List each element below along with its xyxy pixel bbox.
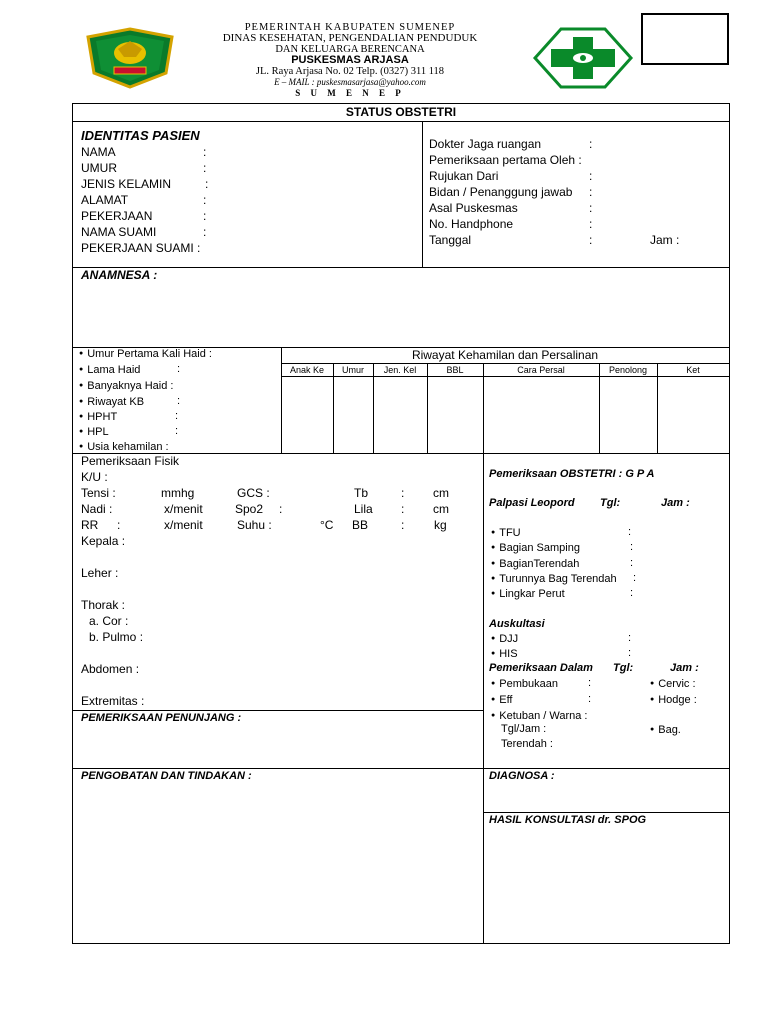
- fisik-title: Pemeriksaan Fisik: [81, 454, 180, 468]
- colon: :: [279, 502, 283, 516]
- colon: :: [401, 486, 405, 500]
- field-pemeriksaan-pertama: Pemeriksaan pertama Oleh :: [429, 153, 582, 167]
- list-item: ● HIS: [491, 647, 518, 661]
- field-jam: Jam :: [650, 233, 680, 247]
- header-puskesmas: PUSKESMAS ARJASA: [291, 54, 409, 66]
- label-suhu: Suhu :: [237, 518, 272, 532]
- col-jen-kel: Jen. Kel: [383, 365, 417, 375]
- colon: :: [401, 502, 405, 516]
- fisik-cor: a. Cor :: [89, 614, 129, 628]
- header-department-2: DAN KELUARGA BERENCANA: [275, 44, 425, 55]
- colon: :: [633, 572, 637, 584]
- colon: :: [401, 518, 405, 532]
- field-nama: NAMA: [81, 145, 116, 159]
- list-item: ● HPL: [79, 425, 109, 439]
- col-penolong: Penolong: [608, 365, 648, 375]
- colon: :: [177, 395, 181, 407]
- auskultasi-label: Auskultasi: [489, 618, 545, 630]
- field-nama-suami: NAMA SUAMI: [81, 225, 157, 239]
- list-item: ● Lama Haid: [79, 363, 140, 377]
- list-item: ● Lingkar Perut: [491, 587, 565, 601]
- colon: :: [177, 363, 181, 375]
- list-item: ● Bag.: [650, 723, 681, 737]
- colon: :: [589, 217, 593, 231]
- field-asal-puskesmas: Asal Puskesmas: [429, 201, 518, 215]
- terendah: Terendah :: [501, 738, 553, 750]
- fisik-rr: RR: [81, 518, 99, 532]
- label-spo2: Spo2: [235, 502, 264, 516]
- registration-box: [641, 13, 729, 65]
- colon: :: [630, 557, 634, 569]
- colon: :: [589, 233, 593, 247]
- colon: :: [628, 526, 632, 538]
- colon: :: [589, 201, 593, 215]
- field-alamat: ALAMAT: [81, 193, 129, 207]
- colon: :: [117, 518, 121, 532]
- colon: :: [203, 209, 207, 223]
- label-lila: Lila: [354, 502, 373, 516]
- list-item: ● Ketuban / Warna :: [491, 709, 588, 723]
- anamnesa-label: ANAMNESA :: [81, 268, 158, 282]
- list-item: ● HPHT: [79, 410, 117, 424]
- obstetri-title: Pemeriksaan OBSTETRI : G P A: [489, 468, 655, 480]
- penunjang-label: PEMERIKSAAN PENUNJANG :: [81, 712, 242, 724]
- col-umur: Umur: [342, 365, 364, 375]
- colon: :: [175, 410, 179, 422]
- col-ket: Ket: [686, 365, 700, 375]
- colon: :: [589, 185, 593, 199]
- colon: :: [589, 137, 593, 151]
- tgl-jam: Tgl/Jam :: [501, 723, 547, 735]
- list-item: ● DJJ: [491, 632, 518, 646]
- fisik-tensi: Tensi :: [81, 486, 116, 500]
- list-item: ● Bagian Samping: [491, 541, 580, 555]
- sumenep-logo: [84, 27, 176, 89]
- diagnosa-label: DIAGNOSA :: [489, 770, 555, 782]
- colon: :: [203, 225, 207, 239]
- header-government: PEMERINTAH KABUPATEN SUMENEP: [244, 22, 456, 33]
- palpasi-jam: Jam :: [661, 497, 690, 509]
- list-item: ● Umur Pertama Kali Haid :: [79, 347, 212, 361]
- dalam-tgl: Tgl:: [613, 662, 634, 674]
- field-pekerjaan: PEKERJAAN: [81, 209, 153, 223]
- konsultasi-label: HASIL KONSULTASI dr. SPOG: [489, 814, 647, 826]
- list-item: ● Cervic :: [650, 677, 696, 691]
- colon: :: [203, 145, 207, 159]
- colon: :: [203, 161, 207, 175]
- puskesmas-logo: [531, 27, 635, 89]
- list-item: ● Eff: [491, 693, 513, 707]
- col-anak-ke: Anak Ke: [289, 365, 325, 375]
- letterhead: [180, 22, 520, 99]
- field-umur: UMUR: [81, 161, 117, 175]
- riwayat-table-title: Riwayat Kehamilan dan Persalinan: [411, 348, 599, 362]
- fisik-abdomen: Abdomen :: [81, 662, 140, 676]
- fisik-thorak: Thorak :: [81, 598, 126, 612]
- dalam-jam: Jam :: [670, 662, 699, 674]
- palpasi-label: Palpasi Leopord: [489, 497, 575, 509]
- header-email: E – MAIL : puskesmasarjasa@yahoo.com: [274, 77, 426, 87]
- unit-mmhg: mmhg: [161, 486, 195, 500]
- fisik-ku: K/U :: [81, 470, 108, 484]
- unit-cm: cm: [433, 486, 449, 500]
- list-item: ● BagianTerendah: [491, 557, 579, 571]
- field-tanggal: Tanggal: [429, 233, 472, 247]
- label-tb: Tb: [354, 486, 369, 500]
- colon: :: [588, 693, 592, 705]
- list-item: ● Banyaknya Haid :: [79, 379, 173, 393]
- list-item: ● TFU: [491, 526, 521, 540]
- identitas-heading: IDENTITAS PASIEN: [81, 128, 200, 143]
- unit-xmenit: x/menit: [164, 502, 203, 516]
- palpasi-tgl: Tgl:: [600, 497, 621, 509]
- colon: :: [588, 677, 592, 689]
- dalam-label: Pemeriksaan Dalam: [489, 662, 593, 674]
- field-pekerjaan-suami: PEKERJAAN SUAMI :: [81, 241, 201, 255]
- colon: :: [630, 541, 634, 553]
- field-bidan: Bidan / Penanggung jawab: [429, 185, 573, 199]
- unit-kg: kg: [434, 518, 447, 532]
- colon: :: [630, 587, 634, 599]
- form-title: STATUS OBSTETRI: [345, 105, 457, 119]
- colon: :: [205, 177, 209, 191]
- fisik-extremitas: Extremitas :: [81, 694, 145, 708]
- header-department: DINAS KESEHATAN, PENGENDALIAN PENDUDUK: [222, 32, 478, 44]
- colon: :: [628, 632, 632, 644]
- label-bb: BB: [352, 518, 369, 532]
- header-address: JL. Raya Arjasa No. 02 Telp. (0327) 311 118: [255, 66, 445, 77]
- list-item: ● Riwayat KB: [79, 395, 144, 409]
- unit-celsius: °C: [320, 518, 334, 532]
- status-obstetri-form: [72, 103, 730, 944]
- col-bbl: BBL: [446, 365, 464, 375]
- colon: :: [628, 647, 632, 659]
- unit-xmenit: x/menit: [164, 518, 203, 532]
- fisik-nadi: Nadi :: [81, 502, 113, 516]
- colon: :: [175, 425, 179, 437]
- list-item: ● Usia kehamilan :: [79, 440, 169, 454]
- field-dokter-jaga: Dokter Jaga ruangan: [429, 137, 542, 151]
- list-item: ● Pembukaan: [491, 677, 558, 691]
- colon: :: [589, 169, 593, 183]
- unit-cm: cm: [433, 502, 449, 516]
- colon: :: [203, 193, 207, 207]
- col-cara-persal: Cara Persal: [517, 365, 565, 375]
- list-item: ● Turunnya Bag Terendah: [491, 572, 617, 586]
- pengobatan-label: PENGOBATAN DAN TINDAKAN :: [81, 770, 252, 782]
- field-handphone: No. Handphone: [429, 217, 514, 231]
- field-jenis-kelamin: JENIS KELAMIN: [81, 177, 172, 191]
- header-city: S U M E N E P: [295, 88, 405, 98]
- list-item: ● Hodge :: [650, 693, 697, 707]
- fisik-pulmo: b. Pulmo :: [89, 630, 144, 644]
- fisik-leher: Leher :: [81, 566, 119, 580]
- fisik-kepala: Kepala :: [81, 534, 126, 548]
- field-rujukan: Rujukan Dari: [429, 169, 499, 183]
- label-gcs: GCS :: [237, 486, 270, 500]
